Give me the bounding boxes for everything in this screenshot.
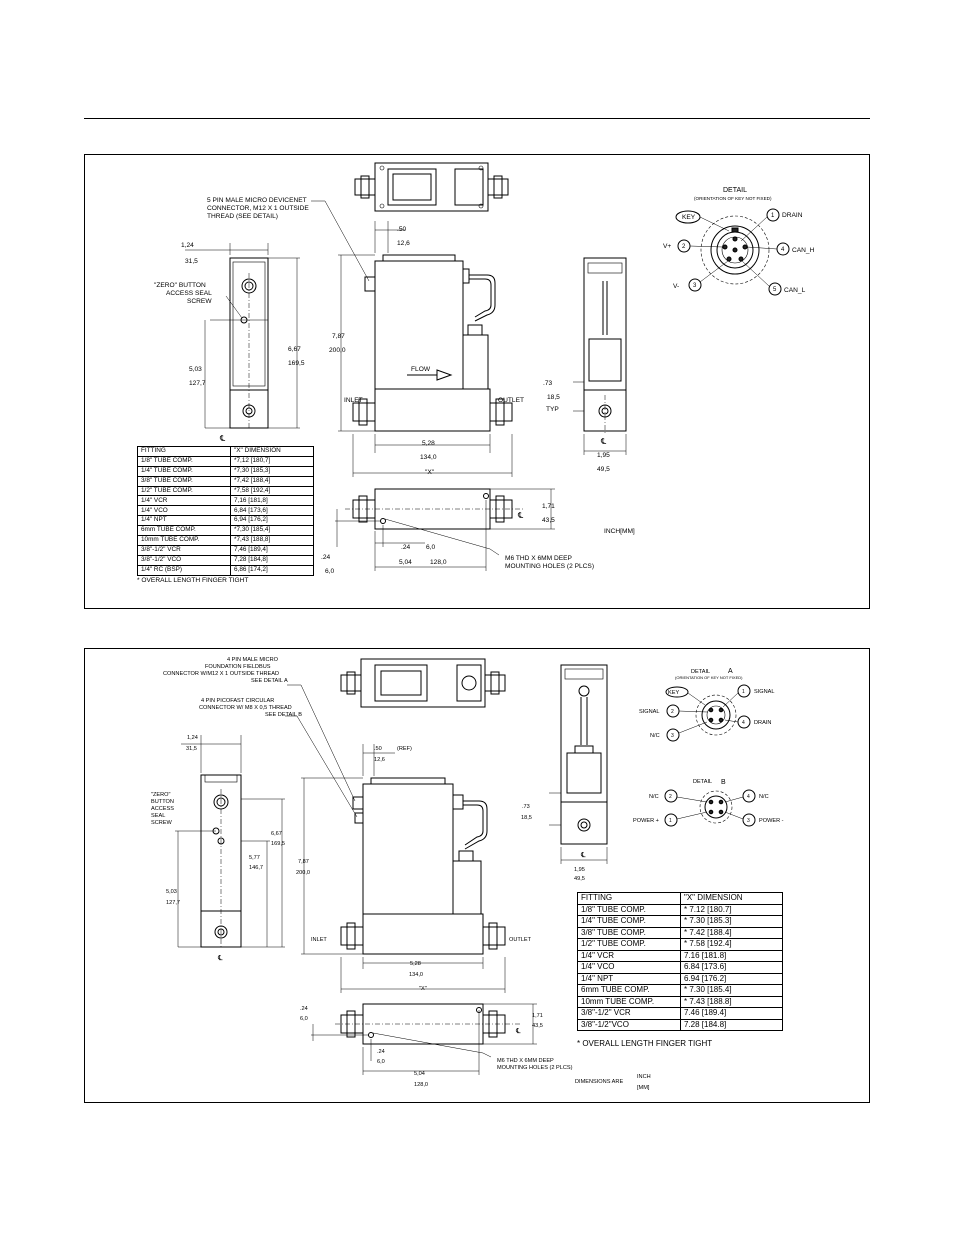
fitting-cell: 3/8"-1/2" VCO — [138, 555, 231, 565]
header-x-dimension: "X" DIMENSION — [681, 893, 783, 905]
pin-a4-number: 4 — [742, 720, 745, 726]
fitting-cell: 1/8" TUBE COMP. — [578, 904, 681, 916]
drawing-panel-devicenet — [84, 154, 870, 609]
dimension-cell: * 7.30 [185.4] — [681, 985, 783, 997]
pin-3-label: V- — [673, 283, 680, 290]
table-row — [578, 1008, 783, 1020]
centerline-symbol-right: ℄ — [581, 852, 586, 859]
table-row — [578, 1019, 783, 1031]
pin-b3-label: POWER - — [759, 818, 784, 824]
dim-5-03: 5,03 — [189, 366, 202, 373]
dimension-cell: * 7.42 [188.4] — [681, 927, 783, 939]
table-row — [138, 456, 314, 466]
dimension-cell: *7,12 [180,7] — [231, 456, 314, 466]
fitting-cell: 1/4" NPT — [138, 516, 231, 526]
pin-2-label: V+ — [663, 243, 672, 250]
dim-1-71: 1,71 — [542, 503, 555, 510]
dim-5-03-mm: 127,7 — [166, 900, 180, 906]
detail-key: KEY — [682, 214, 696, 221]
zero-button-note-5: SCREW — [151, 820, 172, 826]
fitting-table-devicenet — [137, 446, 314, 576]
detail-a-title: DETAIL — [691, 669, 711, 675]
connector-a-note-4: SEE DETAIL A — [251, 678, 288, 684]
pin-4-number: 4 — [781, 247, 785, 253]
table-row — [578, 904, 783, 916]
table-header-row — [578, 893, 783, 905]
zero-button-note-4: SEAL — [151, 813, 166, 819]
ref-label: (REF) — [397, 746, 412, 752]
dim-0-24-a-mm: 6,0 — [426, 544, 436, 551]
dim-1-24: 1,24 — [181, 242, 194, 249]
dimension-cell: 6,86 [174,2] — [231, 565, 314, 575]
table-row — [138, 565, 314, 575]
fitting-cell: 6mm TUBE COMP. — [578, 985, 681, 997]
table-row — [138, 486, 314, 496]
dim-1-95: 1,95 — [597, 452, 610, 459]
pin-1-label: DRAIN — [782, 212, 803, 219]
dimension-cell: *7,58 [192,4] — [231, 486, 314, 496]
pin-5-number: 5 — [773, 287, 777, 293]
dim-5-04-mm: 128,0 — [414, 1082, 428, 1088]
pin-b1-number: 1 — [669, 818, 672, 824]
table-row — [138, 476, 314, 486]
dim-6-67-mm: 169,5 — [288, 360, 305, 367]
dimension-cell: *7,30 [185,3] — [231, 466, 314, 476]
dim-1-95-mm: 49,5 — [574, 876, 585, 882]
units-label: INCH[MM] — [604, 528, 635, 535]
zero-button-note-2: BUTTON — [151, 799, 174, 805]
dim-5-04: 5,04 — [414, 1071, 425, 1077]
dimension-cell: *7,43 [188,8] — [231, 536, 314, 546]
dim-1-71-mm: 43,5 — [542, 517, 555, 524]
table-row — [138, 526, 314, 536]
centerline-symbol-left: ℄ — [218, 955, 223, 962]
dim-7-87-mm: 200,0 — [329, 347, 346, 354]
left-side-view — [175, 735, 285, 949]
right-side-view — [573, 258, 626, 455]
fitting-cell: 3/8"-1/2"VCO — [578, 1019, 681, 1031]
dim-6-67-mm: 169,5 — [271, 841, 285, 847]
dim-0-24-b-mm: 6,0 — [377, 1059, 385, 1065]
dim-0-50: .50 — [397, 226, 407, 233]
finger-tight-note: * OVERALL LENGTH FINGER TIGHT — [137, 577, 249, 584]
centerline-symbol-bottom: ℄ — [516, 1028, 521, 1035]
dim-5-03-mm: 127,7 — [189, 380, 206, 387]
dim-0-73-mm: 18,5 — [547, 394, 560, 401]
dimension-cell: 6,84 [173,6] — [231, 506, 314, 516]
dimension-cell: * 7.30 [185.3] — [681, 916, 783, 928]
connector-a-note-3: CONNECTOR W/M12 X 1 OUTSIDE THREAD — [163, 671, 280, 677]
dim-1-71-mm: 43,5 — [532, 1023, 543, 1029]
top-view — [355, 163, 508, 211]
connector-b-note-3: SEE DETAIL B — [265, 712, 302, 718]
dim-1-24-mm: 31,5 — [186, 746, 197, 752]
connector-a-note-1: 4 PIN MALE MICRO — [227, 657, 278, 663]
dimension-cell: 7,16 [181,8] — [231, 496, 314, 506]
outlet-label: OUTLET — [498, 397, 525, 404]
dimension-cell: * 7.58 [192.4] — [681, 939, 783, 951]
fitting-cell: 1/4" TUBE COMP. — [578, 916, 681, 928]
fitting-cell: 1/4" VCR — [138, 496, 231, 506]
dim-5-04-mm: 128,0 — [430, 559, 447, 566]
dim-0-24-a: .24 — [300, 1006, 308, 1012]
connector-b-note-2: CONNECTOR W/ M8 X 0,5 THREAD — [199, 705, 292, 711]
dim-5-28: 5,28 — [410, 961, 421, 967]
dim-7-87: 7,87 — [298, 859, 309, 865]
dimension-cell: 7,46 [189,4] — [231, 545, 314, 555]
dim-5-03: 5,03 — [166, 889, 177, 895]
fieldbus-connector-detail-b — [665, 790, 755, 826]
dim-1-95: 1,95 — [574, 867, 585, 873]
pin-a1-number: 1 — [742, 689, 745, 695]
units-inch: INCH — [637, 1074, 651, 1080]
centerline-symbol-right: ℄ — [601, 437, 607, 446]
centerline-symbol-left: ℄ — [220, 434, 226, 443]
fitting-cell: 10mm TUBE COMP. — [138, 536, 231, 546]
finger-tight-note: * OVERALL LENGTH FINGER TIGHT — [577, 1039, 713, 1048]
dim-5-28-mm: 134,0 — [420, 454, 437, 461]
pin-b4-label: N/C — [759, 794, 769, 800]
header-x-dimension: "X" DIMENSION — [231, 447, 314, 457]
dim-0-73: .73 — [543, 380, 553, 387]
zero-button-note-2: ACCESS SEAL — [166, 290, 212, 297]
pin-b1-label: POWER + — [633, 818, 659, 824]
dimension-cell: 7.28 [184.8] — [681, 1019, 783, 1031]
dim-6-67: 6,67 — [288, 346, 301, 353]
fitting-cell: 3/8" TUBE COMP. — [138, 476, 231, 486]
fitting-cell: 6mm TUBE COMP. — [138, 526, 231, 536]
mounting-note-2: MOUNTING HOLES (2 PLCS) — [505, 563, 595, 570]
pin-a1-label: SIGNAL — [754, 689, 775, 695]
dim-0-24-b: .24 — [321, 554, 331, 561]
table-row — [578, 916, 783, 928]
outlet-label: OUTLET — [509, 937, 532, 943]
dim-1-95-mm: 49,5 — [597, 466, 610, 473]
dimension-cell: *7,30 [185,4] — [231, 526, 314, 536]
dimension-cell: 7.46 [189.4] — [681, 1008, 783, 1020]
right-side-view — [549, 665, 607, 864]
mounting-note-1: M6 THD X 6MM DEEP — [497, 1058, 554, 1064]
dimension-cell: * 7.43 [188.8] — [681, 996, 783, 1008]
fitting-table-fieldbus — [577, 892, 783, 1031]
detail-a-letter: A — [728, 668, 733, 675]
detail-subtitle: (ORIENTATION OF KEY NOT FIXED) — [694, 196, 772, 201]
dim-0-24-a: .24 — [401, 544, 411, 551]
fitting-cell: 1/4" VCR — [578, 950, 681, 962]
pin-b2-number: 2 — [669, 794, 672, 800]
dim-0-73: .73 — [522, 804, 530, 810]
pin-4-label: CAN_H — [792, 247, 815, 254]
table-row — [578, 927, 783, 939]
fitting-cell: 1/4" NPT — [578, 973, 681, 985]
fitting-cell: 1/2" TUBE COMP. — [138, 486, 231, 496]
dim-5-77: 5,77 — [249, 855, 260, 861]
pin-a3-number: 3 — [671, 733, 674, 739]
connector-b-note-1: 4 PIN PICOFAST CIRCULAR — [201, 698, 275, 704]
zero-button-note-1: "ZERO" BUTTON — [154, 282, 206, 289]
fieldbus-drawing — [85, 649, 871, 1104]
units-mm: [MM] — [637, 1085, 650, 1091]
header-fitting: FITTING — [138, 447, 231, 457]
dimension-cell: * 7.12 [180.7] — [681, 904, 783, 916]
dim-1-24-mm: 31,5 — [185, 258, 198, 265]
fitting-cell: 1/4" VCO — [138, 506, 231, 516]
dim-5-04: 5,04 — [399, 559, 412, 566]
table-row — [578, 950, 783, 962]
x-dimension-label: "X" — [425, 469, 435, 476]
detail-b-letter: B — [721, 779, 726, 786]
pin-a4-label: DRAIN — [754, 720, 772, 726]
header-rule — [84, 118, 870, 119]
top-view — [341, 659, 505, 707]
table-header-row — [138, 447, 314, 457]
table-row — [138, 516, 314, 526]
table-row — [578, 973, 783, 985]
flow-label: FLOW — [411, 366, 431, 373]
dim-1-71: 1,71 — [532, 1013, 543, 1019]
centerline-symbol-bottom: ℄ — [518, 511, 524, 520]
dim-7-87: 7,87 — [332, 333, 345, 340]
dim-0-24-a-mm: 6,0 — [300, 1016, 308, 1022]
table-row — [138, 466, 314, 476]
fitting-cell: 3/8" TUBE COMP. — [578, 927, 681, 939]
table-row — [138, 545, 314, 555]
dim-0-24-b: .24 — [377, 1049, 385, 1055]
fitting-cell: 3/8"-1/2" VCR — [138, 545, 231, 555]
fitting-cell: 10mm TUBE COMP. — [578, 996, 681, 1008]
front-view — [285, 685, 505, 993]
fitting-cell: 3/8"-1/2" VCR — [578, 1008, 681, 1020]
dim-0-50: .50 — [374, 746, 382, 752]
detail-title: DETAIL — [723, 187, 747, 194]
fitting-cell: 1/2" TUBE COMP. — [578, 939, 681, 951]
fitting-cell: 1/4" TUBE COMP. — [138, 466, 231, 476]
pin-1-number: 1 — [771, 213, 775, 219]
table-row — [138, 496, 314, 506]
pin-b3-number: 3 — [747, 818, 750, 824]
connector-note-line-3: THREAD (SEE DETAIL) — [207, 213, 278, 220]
pin-b2-label: N/C — [649, 794, 659, 800]
table-row — [138, 536, 314, 546]
typ-label: TYP — [546, 406, 559, 413]
connector-a-note-2: FOUNDATION FIELDBUS — [205, 664, 271, 670]
x-dimension-label: "X" — [419, 986, 427, 992]
inlet-label: INLET — [344, 397, 363, 404]
dimension-cell: 6,94 [176,2] — [231, 516, 314, 526]
mounting-note-1: M6 THD X 6MM DEEP — [505, 555, 572, 562]
connector-note-line-2: CONNECTOR, M12 X 1 OUTSIDE — [207, 205, 309, 212]
dim-0-24-b-mm: 6,0 — [325, 568, 335, 575]
dim-5-28: 5,28 — [422, 440, 435, 447]
dim-0-50-mm: 12,6 — [397, 240, 410, 247]
dimensions-are-label: DIMENSIONS ARE — [575, 1079, 624, 1085]
pin-a3-label: N/C — [650, 733, 660, 739]
header-fitting: FITTING — [578, 893, 681, 905]
table-row — [138, 506, 314, 516]
fitting-cell: 1/8" TUBE COMP. — [138, 456, 231, 466]
dim-7-87-mm: 200,0 — [296, 870, 310, 876]
connector-note-line-1: 5 PIN MALE MICRO DEVICENET — [207, 197, 307, 204]
zero-button-note-3: SCREW — [187, 298, 212, 305]
table-row — [138, 555, 314, 565]
table-row — [578, 939, 783, 951]
detail-b-title: DETAIL — [693, 779, 713, 785]
dimension-cell: 7,28 [184,8] — [231, 555, 314, 565]
dim-1-24: 1,24 — [187, 735, 198, 741]
inlet-label: INLET — [311, 937, 327, 943]
dim-5-77-mm: 146,7 — [249, 865, 263, 871]
pin-a2-number: 2 — [671, 709, 674, 715]
pin-3-number: 3 — [693, 283, 697, 289]
pin-a2-label: SIGNAL — [639, 709, 660, 715]
table-row — [578, 985, 783, 997]
fitting-cell: 1/4" VCO — [578, 962, 681, 974]
drawing-panel-fieldbus — [84, 648, 870, 1103]
dim-0-50-mm: 12,6 — [374, 757, 385, 763]
detail-a-subtitle: (ORIENTATION OF KEY NOT FIXED) — [675, 675, 743, 680]
dimension-cell: 6.84 [173.6] — [681, 962, 783, 974]
pin-2-number: 2 — [682, 244, 686, 250]
detail-a-key: KEY — [668, 690, 680, 696]
dim-0-73-mm: 18,5 — [521, 815, 532, 821]
pin-5-label: CAN_L — [784, 287, 806, 294]
dimension-cell: 7.16 [181.8] — [681, 950, 783, 962]
left-side-view — [185, 243, 300, 430]
fitting-cell: 1/4" RC (BSP) — [138, 565, 231, 575]
table-row — [578, 996, 783, 1008]
dim-5-28-mm: 134,0 — [409, 972, 423, 978]
zero-button-note-1: "ZERO" — [151, 792, 171, 798]
dim-6-67: 6,67 — [271, 831, 282, 837]
dimension-cell: 6.94 [176.2] — [681, 973, 783, 985]
pin-b4-number: 4 — [747, 794, 750, 800]
zero-button-note-3: ACCESS — [151, 806, 175, 812]
dimension-cell: *7,42 [188,4] — [231, 476, 314, 486]
mounting-note-2: MOUNTING HOLES (2 PLCS) — [497, 1065, 573, 1071]
table-row — [578, 962, 783, 974]
